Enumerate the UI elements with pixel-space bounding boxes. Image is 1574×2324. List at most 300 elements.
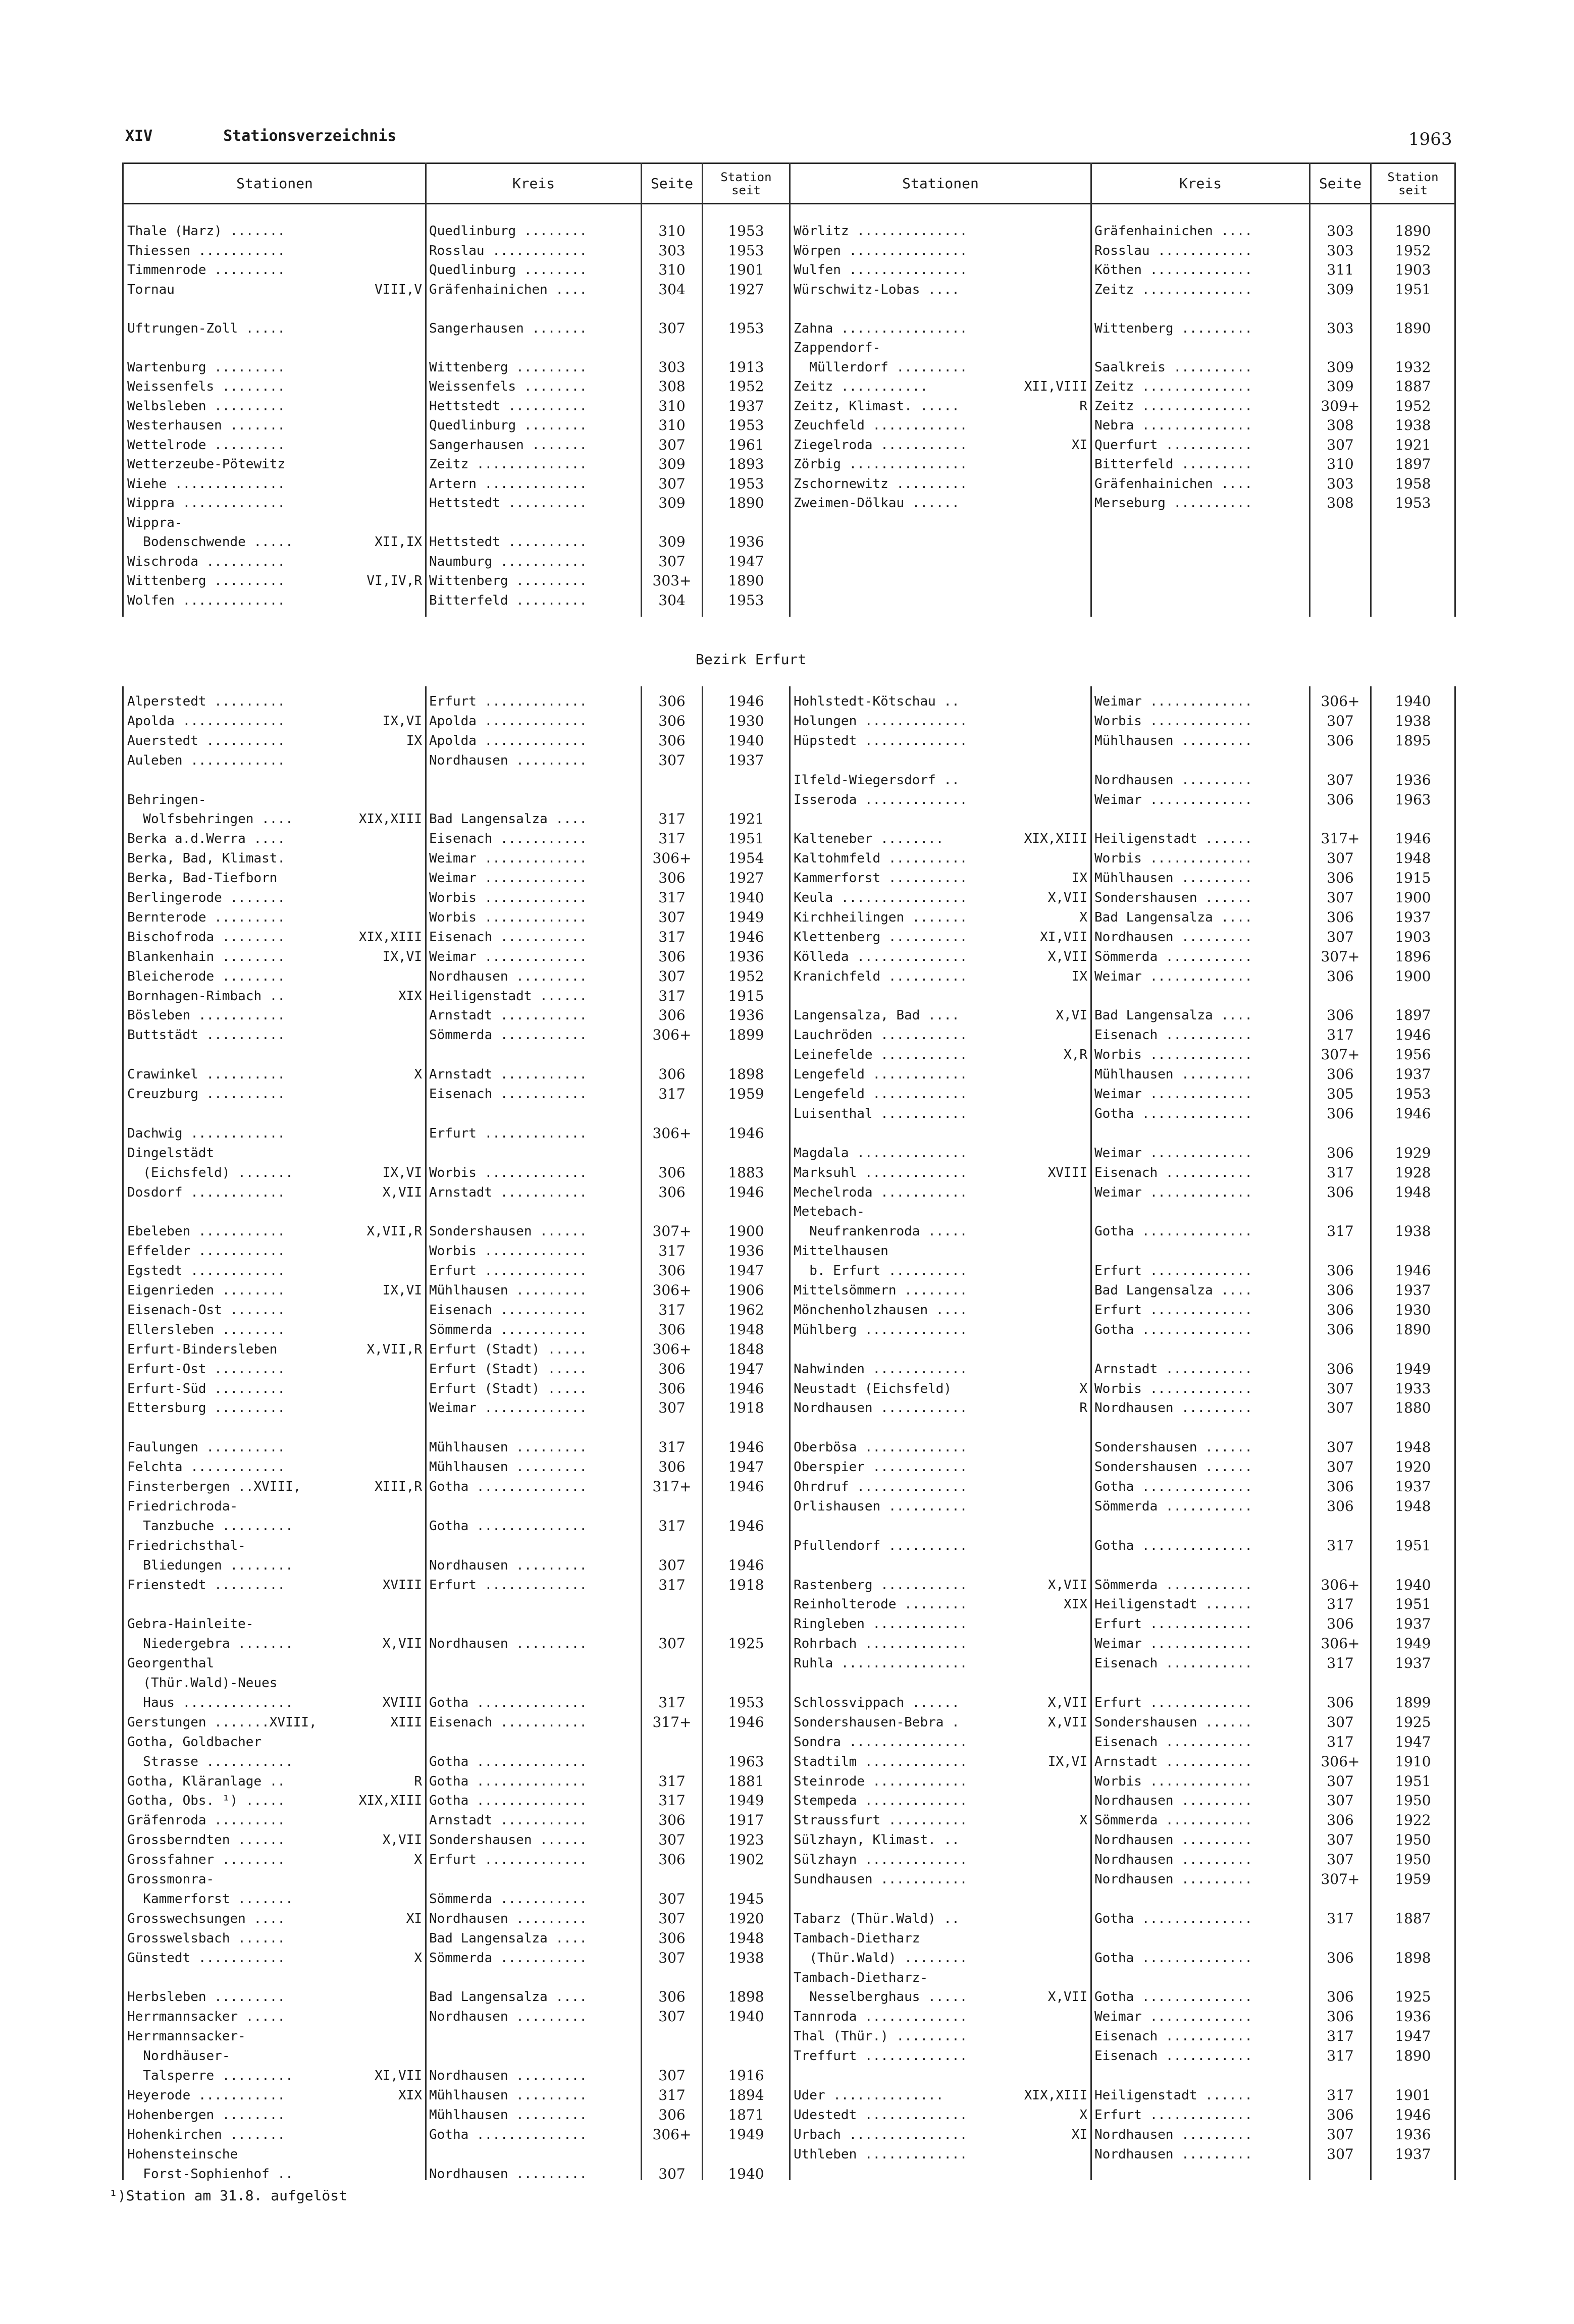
seite-cell: 317 xyxy=(658,1086,686,1102)
kreis-cell: Erfurt ............. xyxy=(1094,1263,1253,1279)
station-since-cell: 1916 xyxy=(728,2067,764,2084)
station-since-cell: 1938 xyxy=(1395,417,1431,434)
station-name: Gotha, Kläranlage .. xyxy=(127,1773,286,1789)
col-header-seit-line2: seit xyxy=(731,183,761,197)
seite-cell: 317 xyxy=(658,1439,686,1456)
station-name: Welbsleben ......... xyxy=(127,398,286,414)
station-since-cell: 1961 xyxy=(728,436,764,453)
station-cell xyxy=(124,791,425,809)
kreis-cell xyxy=(1094,2067,1309,2085)
kreis-cell: Sangerhausen ....... xyxy=(429,320,588,336)
station-since-cell xyxy=(1372,1340,1454,1359)
station-name: Kammerforst .......... xyxy=(794,871,968,886)
seite-cell: 307 xyxy=(1327,1772,1354,1790)
kreis-cell: Worbis ............. xyxy=(429,1165,588,1180)
kreis-cell: Erfurt ............. xyxy=(429,1577,588,1593)
station-cell xyxy=(791,1105,1090,1123)
station-name: Wiehe .............. xyxy=(127,476,286,492)
station-name: Mühlberg ............. xyxy=(794,1322,968,1337)
table-top-rule xyxy=(122,163,1455,164)
station-codes: R xyxy=(1079,398,1087,414)
seite-cell xyxy=(1310,339,1370,357)
seite-cell xyxy=(642,2027,702,2045)
station-since-cell: 1947 xyxy=(728,1458,764,1476)
kreis-cell: Sondershausen ...... xyxy=(1094,1714,1253,1730)
seite-cell: 311 xyxy=(1327,261,1354,278)
kreis-cell: Mühlhausen ......... xyxy=(429,1440,588,1455)
seite-cell xyxy=(1310,1890,1370,1908)
station-cell xyxy=(124,1321,425,1339)
station-since-cell: 1937 xyxy=(1395,1478,1431,1495)
kreis-cell: Bitterfeld ......... xyxy=(429,592,588,608)
kreis-cell: Nebra .............. xyxy=(1094,418,1253,433)
station-codes: XI,VII xyxy=(1040,929,1087,945)
station-cell xyxy=(791,1438,1090,1456)
column-rule xyxy=(1370,163,1372,617)
station-cell xyxy=(791,1321,1090,1339)
station-since-cell: 1946 xyxy=(1395,1105,1431,1122)
seite-cell: 306 xyxy=(658,1360,686,1377)
station-name: Uftrungen-Zoll ..... xyxy=(127,320,286,336)
station-codes: VIII,V xyxy=(375,282,422,297)
kreis-cell: Weissenfels ........ xyxy=(429,379,588,394)
column-rule xyxy=(1454,686,1456,2180)
station-cell xyxy=(791,1262,1090,1280)
seite-cell: 317 xyxy=(1327,1164,1354,1181)
station-name: Bodenschwende ..... xyxy=(127,534,293,550)
seite-cell: 307 xyxy=(1327,1713,1354,1731)
station-since-cell: 1848 xyxy=(728,1340,764,1358)
station-cell xyxy=(124,751,425,770)
seite-cell: 303 xyxy=(658,242,686,259)
seite-cell: 306 xyxy=(658,693,686,710)
station-cell xyxy=(791,849,1090,868)
kreis-cell: Gotha .............. xyxy=(429,1754,588,1769)
seite-cell: 317+ xyxy=(652,1713,692,1731)
station-cell xyxy=(124,849,425,868)
station-name: Tambach-Dietharz- xyxy=(794,1970,928,1985)
station-cell xyxy=(124,1301,425,1319)
station-cell xyxy=(124,1380,425,1398)
station-since-cell: 1937 xyxy=(1395,1066,1431,1083)
station-since-cell: 1895 xyxy=(1395,732,1431,749)
seite-cell: 307 xyxy=(658,2067,686,2084)
station-cell xyxy=(791,1949,1090,1967)
station-since-cell: 1946 xyxy=(728,1380,764,1397)
kreis-cell xyxy=(429,300,641,318)
station-since-cell: 1946 xyxy=(728,1517,764,1534)
station-cell xyxy=(124,2165,425,2183)
station-cell xyxy=(124,1085,425,1103)
kreis-cell: Worbis ............. xyxy=(1094,1773,1253,1789)
kreis-cell: Gotha .............. xyxy=(429,1518,588,1534)
column-rule xyxy=(122,686,124,2180)
station-cell xyxy=(124,810,425,828)
seite-cell xyxy=(642,1144,702,1162)
kreis-cell: Erfurt (Stadt) ..... xyxy=(429,1341,588,1357)
seite-cell: 306 xyxy=(1327,1694,1354,1711)
seite-cell: 308 xyxy=(1327,495,1354,511)
seite-cell xyxy=(642,1753,702,1771)
station-cell xyxy=(791,1399,1090,1417)
station-since-cell: 1953 xyxy=(728,223,764,239)
col-header-seite-left: Seite xyxy=(650,175,694,192)
seite-cell: 306 xyxy=(1327,870,1354,887)
seite-cell: 307 xyxy=(1327,1380,1354,1397)
station-name: Dosdorf ............ xyxy=(127,1184,286,1200)
kreis-cell: Apolda ............. xyxy=(429,733,588,748)
seite-cell: 307 xyxy=(658,1831,686,1849)
station-cell xyxy=(791,948,1090,966)
station-since-cell: 1938 xyxy=(728,1949,764,1966)
seite-cell: 307 xyxy=(658,319,686,337)
seite-cell xyxy=(1310,810,1370,828)
kreis-cell: Naumburg ........... xyxy=(429,554,588,569)
station-name: Ruhla ................ xyxy=(794,1656,968,1671)
station-cell xyxy=(791,1340,1090,1359)
kreis-cell: Worbis ............. xyxy=(1094,713,1253,729)
seite-cell: 306 xyxy=(1327,1144,1354,1161)
station-cell xyxy=(124,928,425,946)
station-since-cell xyxy=(1372,1890,1454,1908)
seite-cell: 306+ xyxy=(652,2126,692,2143)
kreis-cell: Eisenach ........... xyxy=(1094,1165,1253,1180)
station-since-cell: 1946 xyxy=(1395,1262,1431,1279)
station-cell xyxy=(791,222,1090,240)
station-since-cell: 1946 xyxy=(728,1713,764,1731)
station-cell xyxy=(124,222,425,240)
station-name: Keula ................ xyxy=(794,890,968,905)
station-cell xyxy=(124,1222,425,1240)
kreis-cell xyxy=(429,1654,641,1672)
seite-cell xyxy=(642,1595,702,1613)
station-cell xyxy=(791,494,1090,512)
station-codes: X,VII xyxy=(382,1184,422,1200)
kreis-cell: Gräfenhainichen .... xyxy=(429,282,588,297)
seite-cell: 310 xyxy=(1327,456,1354,472)
kreis-cell: Eisenach ........... xyxy=(429,929,588,945)
station-codes: XIX xyxy=(398,988,422,1004)
kreis-cell: Sömmerda ........... xyxy=(429,1028,588,1043)
kreis-cell: Weimar ............. xyxy=(429,1400,588,1416)
station-codes: X xyxy=(1079,2107,1087,2123)
station-cell xyxy=(791,1222,1090,1240)
station-codes: XVIII xyxy=(1047,1165,1087,1180)
station-name: Eigenrieden ........ xyxy=(127,1283,286,1298)
station-cell xyxy=(124,242,425,260)
station-name: Effelder ........... xyxy=(127,1244,286,1259)
station-since-cell: 1920 xyxy=(1395,1458,1431,1476)
kreis-cell xyxy=(429,1969,641,1987)
seite-cell xyxy=(1310,1419,1370,1437)
kreis-cell: Heiligenstadt ...... xyxy=(1094,2087,1253,2103)
station-cell xyxy=(791,732,1090,750)
kreis-cell: Zeitz .............. xyxy=(1094,282,1253,297)
station-name: Sondra ............... xyxy=(794,1734,968,1750)
station-cell xyxy=(791,791,1090,809)
station-cell xyxy=(791,1674,1090,1692)
station-codes: IX,VI xyxy=(382,949,422,964)
station-cell xyxy=(124,1556,425,1575)
kreis-cell: Worbis ............. xyxy=(429,890,588,905)
station-cell xyxy=(124,1360,425,1378)
station-name: Oberbösa ............. xyxy=(794,1440,968,1455)
seite-cell xyxy=(1310,1929,1370,1948)
kreis-cell: Köthen ............. xyxy=(1094,262,1253,278)
station-cell xyxy=(124,1615,425,1633)
station-since-cell: 1901 xyxy=(728,261,764,278)
station-name: Zeuchfeld ............ xyxy=(794,418,968,433)
station-since-cell: 1917 xyxy=(728,1812,764,1829)
seite-cell: 307 xyxy=(658,908,686,926)
seite-cell xyxy=(1310,300,1370,318)
station-since-cell xyxy=(1372,1556,1454,1575)
seite-cell: 317 xyxy=(658,2086,686,2103)
station-cell xyxy=(791,1595,1090,1613)
station-name: Udestedt ............. xyxy=(794,2107,968,2123)
station-cell xyxy=(124,1654,425,1672)
station-codes: XI xyxy=(406,1911,422,1926)
station-cell xyxy=(791,987,1090,1005)
station-since-cell: 1950 xyxy=(1395,1792,1431,1809)
seite-cell: 306 xyxy=(658,1066,686,1083)
station-cell xyxy=(791,1301,1090,1319)
kreis-cell: Bad Langensalza .... xyxy=(1094,1008,1253,1023)
seite-cell: 306 xyxy=(658,732,686,749)
station-name: Niedergebra ....... xyxy=(127,1636,293,1652)
station-codes: XII,IX xyxy=(375,534,422,550)
seite-cell: 307 xyxy=(658,1890,686,1907)
seite-cell: 306 xyxy=(658,1851,686,1868)
seite-cell: 317+ xyxy=(1321,830,1360,847)
station-cell xyxy=(124,319,425,338)
seite-cell: 306 xyxy=(658,948,686,965)
seite-cell xyxy=(642,1615,702,1633)
seite-cell: 307+ xyxy=(1321,1871,1360,1887)
station-since-cell xyxy=(1372,339,1454,357)
seite-cell: 309 xyxy=(1327,281,1354,298)
kreis-cell: Eisenach ........... xyxy=(429,831,588,847)
station-cell xyxy=(124,1988,425,2006)
kreis-cell xyxy=(1094,1124,1309,1143)
kreis-cell: Weimar ............. xyxy=(1094,694,1253,709)
station-cell xyxy=(124,533,425,551)
station-since-cell: 1936 xyxy=(1395,2126,1431,2143)
station-since-cell xyxy=(704,514,789,532)
station-name: Kölleda .............. xyxy=(794,949,968,964)
station-cell xyxy=(791,1281,1090,1300)
station-name: (Thür.Wald) ........ xyxy=(794,1950,968,1966)
kreis-cell: Sömmerda ........... xyxy=(1094,1577,1253,1593)
kreis-cell: Nordhausen ......... xyxy=(1094,2127,1253,2142)
station-since-cell xyxy=(704,1969,789,1987)
seite-cell: 317 xyxy=(658,987,686,1004)
column-rule xyxy=(1370,686,1372,2180)
station-codes: XIX xyxy=(1064,1597,1087,1612)
station-name: Haus .............. xyxy=(127,1695,293,1710)
kreis-cell xyxy=(429,1674,641,1692)
station-since-cell: 1945 xyxy=(728,1890,764,1907)
kreis-cell: Nordhausen ......... xyxy=(429,2068,588,2083)
station-since-cell: 1921 xyxy=(728,810,764,828)
station-name: Gotha, Goldbacher xyxy=(127,1734,262,1750)
station-cell xyxy=(791,869,1090,887)
station-name: Mönchenholzhausen .... xyxy=(794,1302,968,1318)
seite-cell: 306 xyxy=(658,1321,686,1338)
station-cell xyxy=(791,1576,1090,1594)
station-since-cell xyxy=(704,1674,789,1692)
seite-cell: 317 xyxy=(658,889,686,906)
seite-cell xyxy=(642,339,702,357)
kreis-cell: Quedlinburg ........ xyxy=(429,262,588,278)
kreis-cell: Hettstedt .......... xyxy=(429,496,588,511)
station-name: Steinrode ............ xyxy=(794,1773,968,1789)
station-since-cell: 1881 xyxy=(728,1772,764,1790)
station-codes: X,VII,R xyxy=(366,1224,422,1239)
seite-cell xyxy=(642,2145,702,2164)
kreis-cell: Nordhausen ......... xyxy=(1094,929,1253,945)
station-since-cell: 1890 xyxy=(728,572,764,589)
kreis-cell: Nordhausen ......... xyxy=(429,2166,588,2182)
seite-cell xyxy=(1310,1517,1370,1535)
seite-cell: 306 xyxy=(658,1929,686,1947)
station-since-cell xyxy=(1372,1242,1454,1260)
station-name: Stempeda ............. xyxy=(794,1793,968,1809)
station-cell xyxy=(124,1262,425,1280)
seite-cell: 306+ xyxy=(1321,1576,1360,1593)
station-name: Bliedungen ........ xyxy=(127,1557,293,1573)
station-cell xyxy=(124,1478,425,1496)
station-since-cell: 1898 xyxy=(728,1066,764,1083)
station-codes: X,VII xyxy=(1047,1577,1087,1593)
station-name: Leinefelde ........... xyxy=(794,1047,968,1063)
station-cell xyxy=(791,1380,1090,1398)
station-since-cell: 1900 xyxy=(728,1223,764,1240)
kreis-cell xyxy=(429,2027,641,2045)
station-since-cell: 1953 xyxy=(728,591,764,609)
station-name: Müllerdorf ......... xyxy=(794,359,968,375)
station-cell xyxy=(124,1537,425,1555)
seite-cell: 306 xyxy=(658,1262,686,1279)
station-codes: IX,VI xyxy=(382,1283,422,1298)
kreis-cell xyxy=(1094,1674,1309,1692)
station-cell xyxy=(124,1144,425,1162)
station-name: Berka a.d.Werra .... xyxy=(127,831,286,847)
station-since-cell: 1921 xyxy=(1395,436,1431,453)
kreis-cell: Erfurt ............. xyxy=(1094,1616,1253,1632)
station-name: Zeitz, Klimast. ..... xyxy=(794,398,960,414)
kreis-cell: Worbis ............. xyxy=(429,909,588,925)
col-header-seit-left xyxy=(703,165,789,203)
station-cell xyxy=(791,1203,1090,1221)
station-name: Herbsleben ......... xyxy=(127,1989,286,2005)
station-cell xyxy=(124,514,425,532)
seite-cell: 306 xyxy=(1327,1615,1354,1633)
kreis-cell: Weimar ............. xyxy=(1094,1184,1253,1200)
station-cell xyxy=(791,1753,1090,1771)
seite-cell xyxy=(642,1046,702,1064)
station-cell xyxy=(124,281,425,299)
seite-cell: 306+ xyxy=(652,850,692,867)
seite-cell: 306 xyxy=(658,1458,686,1476)
station-codes: XIX,XIII xyxy=(1024,2087,1087,2103)
station-name: Blankenhain ........ xyxy=(127,949,286,964)
station-cell xyxy=(124,1458,425,1476)
station-since-cell: 1951 xyxy=(1395,1596,1431,1613)
kreis-cell xyxy=(429,2047,641,2065)
seite-cell xyxy=(642,791,702,809)
seite-cell: 307 xyxy=(1327,1399,1354,1417)
station-since-cell: 1896 xyxy=(1395,948,1431,965)
station-codes: X,VI xyxy=(1056,1008,1087,1023)
station-since-cell: 1948 xyxy=(728,1321,764,1338)
kreis-cell: Erfurt ............. xyxy=(429,1125,588,1141)
station-since-cell xyxy=(1372,1419,1454,1437)
station-name: Rohrbach ............. xyxy=(794,1636,968,1652)
station-since-cell: 1952 xyxy=(728,378,764,395)
seite-cell: 306 xyxy=(1327,1007,1354,1024)
station-codes: VI,IV,R xyxy=(366,573,422,588)
seite-cell: 306 xyxy=(1327,1497,1354,1515)
seite-cell: 309 xyxy=(1327,378,1354,395)
station-name: Langensalza, Bad .... xyxy=(794,1008,960,1023)
seite-cell: 317 xyxy=(658,1792,686,1809)
kreis-cell: Sondershausen ...... xyxy=(1094,890,1253,905)
station-since-cell xyxy=(704,2145,789,2164)
station-name: Tabarz (Thür.Wald) .. xyxy=(794,1911,960,1926)
station-since-cell: 1962 xyxy=(728,1301,764,1318)
station-name: Erfurt-Süd ......... xyxy=(127,1381,286,1396)
station-cell xyxy=(791,1537,1090,1555)
station-since-cell xyxy=(704,2027,789,2045)
station-name: Luisenthal ........... xyxy=(794,1106,968,1121)
station-name: Sondershausen-Bebra . xyxy=(794,1714,960,1730)
station-since-cell: 1956 xyxy=(1395,1046,1431,1063)
station-name: Hohenbergen ........ xyxy=(127,2107,286,2123)
station-name: Strasse ........... xyxy=(127,1754,293,1769)
station-name: Ilfeld-Wiegersdorf .. xyxy=(794,772,960,788)
station-since-cell: 1925 xyxy=(1395,1988,1431,2006)
kreis-cell: Erfurt ............. xyxy=(429,694,588,709)
seite-cell: 317 xyxy=(1327,1026,1354,1044)
footnote: ¹)Station am 31.8. aufgelöst xyxy=(109,2187,348,2204)
seite-cell xyxy=(642,514,702,532)
station-cell xyxy=(791,416,1090,435)
station-since-cell: 1954 xyxy=(728,850,764,867)
station-since-cell xyxy=(704,1144,789,1162)
station-cell xyxy=(124,416,425,435)
station-name: Wartenburg ......... xyxy=(127,359,286,375)
seite-cell: 306+ xyxy=(652,1340,692,1358)
station-cell xyxy=(791,1556,1090,1575)
station-since-cell: 1936 xyxy=(1395,771,1431,788)
station-codes: XI xyxy=(1071,437,1087,453)
col-header-kreis-right: Kreis xyxy=(1179,175,1222,192)
seite-cell: 306+ xyxy=(652,1282,692,1299)
station-name: Zschornewitz ......... xyxy=(794,476,968,492)
station-cell xyxy=(791,1969,1090,1987)
station-cell xyxy=(124,377,425,396)
seite-cell: 307 xyxy=(1327,2145,1354,2163)
station-codes: X,VII xyxy=(382,1832,422,1848)
kreis-cell: Heiligenstadt ...... xyxy=(1094,831,1253,847)
station-name: Thal (Thür.) ......... xyxy=(794,2029,968,2044)
station-since-cell xyxy=(704,300,789,318)
station-codes: XI xyxy=(1071,2127,1087,2142)
kreis-cell: Bad Langensalza .... xyxy=(429,812,588,827)
kreis-cell: Bad Langensalza .... xyxy=(429,1989,588,2005)
station-name: Oberspier ............ xyxy=(794,1460,968,1475)
